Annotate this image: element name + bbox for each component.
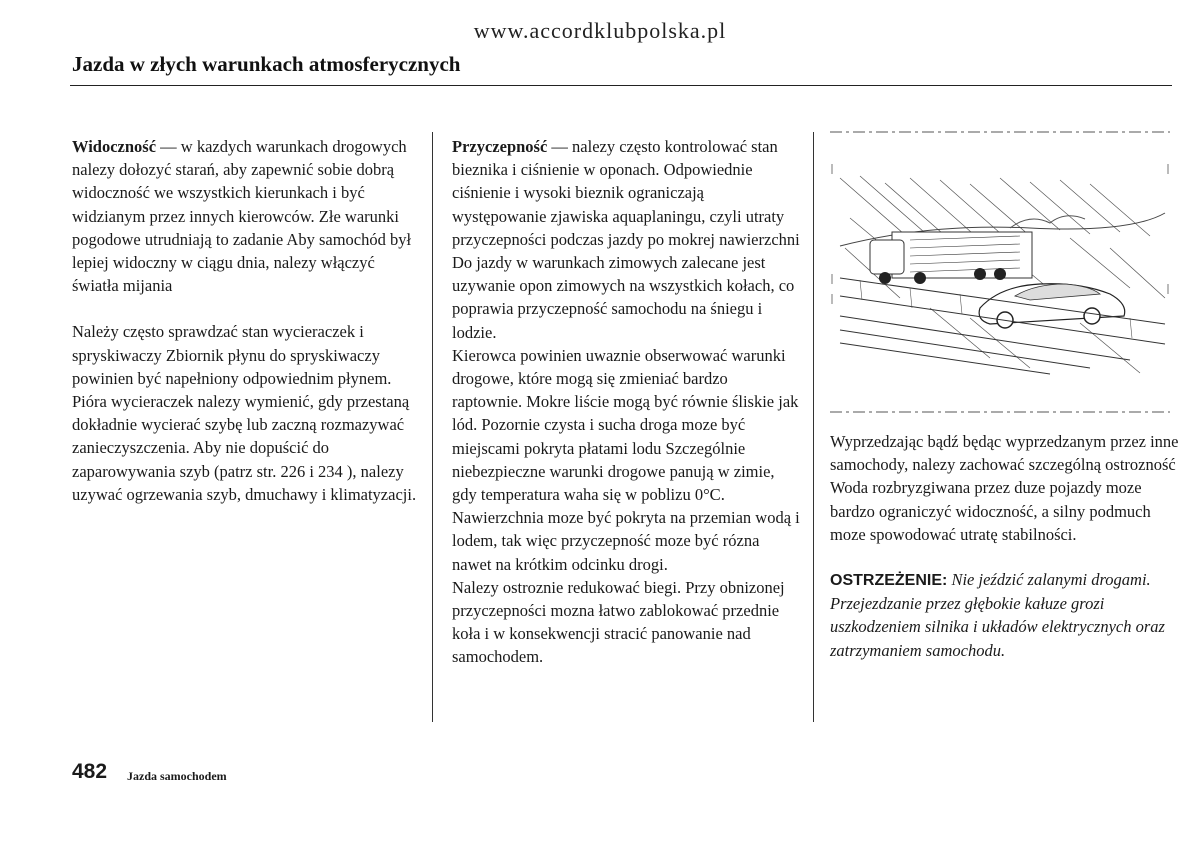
paragraph-visibility [72, 135, 422, 297]
column-divider [432, 132, 433, 722]
term-traction: Przyczepność [452, 137, 548, 156]
column-overtaking [830, 430, 1180, 662]
column-visibility [72, 135, 422, 506]
rain-overtaking-illustration [830, 128, 1170, 420]
visibility-text: — w kazdych warunkach drogowych nalezy dołozyć starań, aby zapewnić sobie dobrą widoczność we wszystkich kierunkach i być widzianym przez innych kierowców. Złe warunki pogodowe utrudniają to zadanie Aby samochód był lepiej widoczny w ciągu dnia, nalezy włączyć światła mijania [72, 137, 412, 296]
paragraph-wipers: Należy często sprawdzać stan wycieraczek i spryskiwaczy Zbiornik płynu do spryskiwaczy powinien być napełniony odpowiednim płynem. Pióra wycieraczek nalezy wymienić, gdy przestaną dokładnie wycierać szybę lub zaczną rozmazywać zanieczyszczenia. Aby nie dopuścić do zaparowywania szyb (patrz str. 226 i 234 ), nalezy uzywać ogrzewania szyb, dmuchawy i klimatyzacji. [72, 322, 417, 504]
term-visibility: Widoczność [72, 137, 157, 156]
title-rule [70, 85, 1172, 86]
warning-block [830, 568, 1180, 662]
chapter-label: Jazda samochodem [127, 769, 227, 783]
traction-text: — nalezy często kontrolować stan bieznika i ciśnienie w oponach. Odpowiednie ciśnienie i wysoki bieznik ograniczają występowanie zjawiska aquaplaningu, czyli utraty przyczepności podczas jazdy po mokrej nawierzchni Do jazdy w warunkach zimowych zalecane jest uzywanie opon zimowych na wszystkich kołach, co poprawia przyczepność samochodu na śniegu i lodzie. [452, 137, 800, 342]
section-title: Jazda w złych warunkach atmosferycznych [72, 52, 461, 76]
illustration-svg [830, 128, 1170, 420]
paragraph-traction [452, 135, 802, 344]
paragraph-road-conditions: Kierowca powinien uwaznie obserwować warunki drogowe, które mogą się zmieniać bardzo raptownie. Mokre liście mogą być równie śliskie jak lód. Pozornie czysta i sucha droga moze być miejscami pokryta płatami lodu Szczególnie niebezpieczne warunki drogowe panują w zimie, gdy temperatura waha się w poblizu 0°C. Nawierzchnia moze być pokryta na przemian wodą i lodem, tak więc przyczepność moze być rózna nawet na krótkim odcinku drogi. [452, 345, 800, 574]
warning-label: OSTRZEŻENIE: [830, 572, 948, 590]
page-number: 482 [72, 760, 108, 783]
paragraph-gear-shift: Nalezy ostroznie redukować biegi. Przy obnizonej przyczepności mozna łatwo zablokować przednie koła i w konsekwencji stracić panowanie nad samochodem. [452, 577, 785, 667]
warning-text: Nie jeździć zalanymi drogami. Przejezdzanie przez głębokie kałuze grozi uszkodzeniem silnika i układów elektrycznych oraz zatrzymaniem samochodu. [830, 570, 1165, 660]
site-url: www.accordklubpolska.pl [473, 18, 727, 43]
column-traction [452, 135, 802, 669]
column-divider [813, 132, 814, 722]
paragraph-overtaking: Wyprzedzając bądź będąc wyprzedzanym przez inne samochody, nalezy zachować szczególną ostrozność Woda rozbryzgiwana przez duze pojazdy moze bardzo ograniczyć widoczność, a silny podmuch moze spowodować utratę stabilności. [830, 432, 1179, 544]
